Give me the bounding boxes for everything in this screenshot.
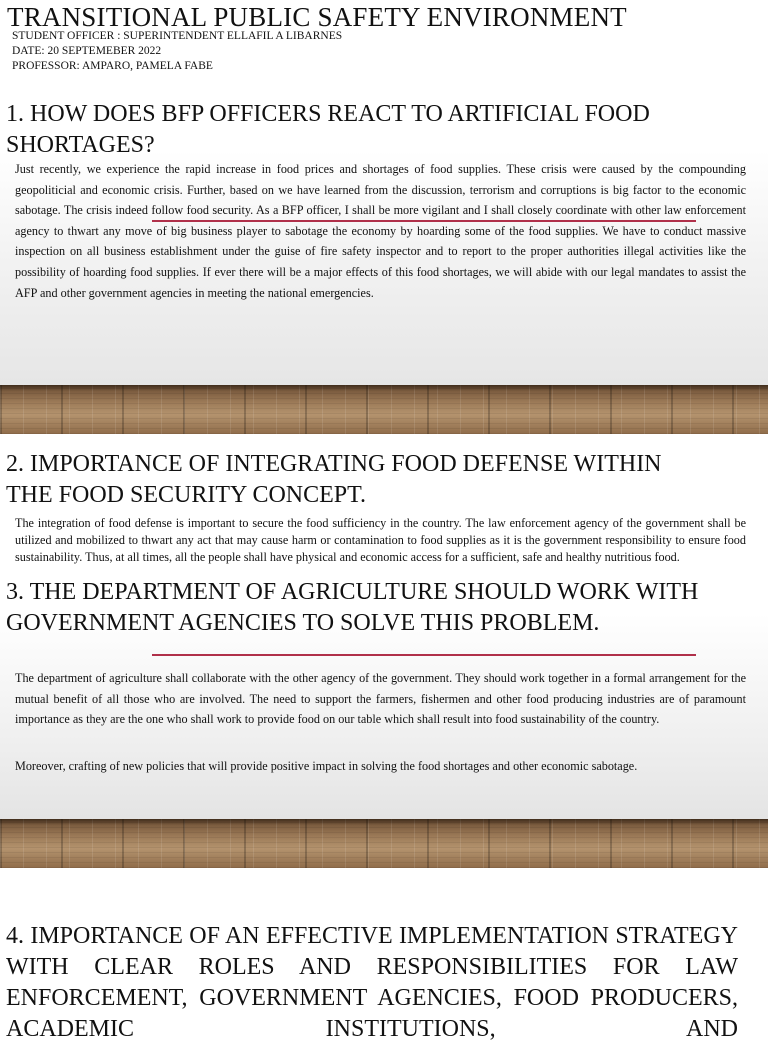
wood-floor	[0, 819, 768, 868]
slide-1	[0, 0, 768, 434]
student-officer: STUDENT OFFICER : SUPERINTENDENT ELLAFIL A LIBARNES	[12, 30, 343, 42]
accent-rule	[152, 654, 696, 656]
question-3-answer-1: The department of agriculture shall collaborate with the other agency of the government. They should work together in a formal arrangement for the mutual benefit of all those who are involved. The need to support the farmers, fishermen and other food producing industries are of paramount importance as they are the one who shall work to provide food on our table which shall result into food sustainability of the country.	[15, 671, 746, 727]
professor: PROFESSOR: AMPARO, PAMELA FABE	[12, 60, 213, 72]
wood-floor	[0, 385, 768, 434]
accent-rule	[152, 220, 696, 222]
page-title: TRANSITIONAL PUBLIC SAFETY ENVIRONMENT	[7, 2, 627, 32]
slide-meta	[12, 29, 342, 74]
question-2-heading: 2. IMPORTANCE OF INTEGRATING FOOD DEFENSE WITHIN THE FOOD SECURITY CONCEPT.	[6, 451, 662, 508]
question-1-heading: 1. HOW DOES BFP OFFICERS REACT TO ARTIFICIAL FOOD SHORTAGES?	[6, 101, 650, 158]
question-1-answer: Just recently, we experience the rapid increase in food prices and shortages of food supplies. These crisis were caused by the compounding geopoliticial and economic crisis. Further, based on we have learned from the discussion, terrorism and corruptions is big factor to the economic sabotage. The crisis indeed follow food security. As a BFP officer, I shall be more vigilant and I shall closely coordinate with other law enforcement agency to thwart any move of big business player to sabotage the economy by hoarding some of the food supplies. We have to conduct massive inspection on all business establishment under the guise of fire safety inspector and to report to the proper authorities illegal activities like the possibility of hoarding food supplies. If ever there will be a major effects of this food shortages, we will abide with our legal mandates to assist the AFP and other government agencies in meeting the national emergencies.	[15, 162, 746, 300]
slide-2	[0, 434, 768, 868]
date: DATE: 20 SEPTEMEBER 2022	[12, 45, 162, 57]
slide-3	[0, 868, 768, 1042]
question-3-answer-2: Moreover, crafting of new policies that will provide positive impact in solving the food shortages and other economic sabotage.	[15, 759, 638, 773]
question-2-answer: The integration of food defense is important to secure the food sufficiency in the country. The law enforcement agency of the government shall be utilized and mobilized to thwart any act that may cause harm or contamination to food supplies as it is the government responsibility to ensure food sustainability. Thus, at all times, all the people shall have physical and economic access for a sufficient, safe and healthy nutritious food.	[15, 516, 746, 564]
question-4-heading: 4. IMPORTANCE OF AN EFFECTIVE IMPLEMENTATION STRATEGY WITH CLEAR ROLES AND RESPONSIBILITIES FOR LAW ENFORCEMENT, GOVERNMENT AGENCIES, FOOD PRODUCERS, ACADEMIC INSTITUTIONS, AND	[6, 923, 738, 1042]
question-3-heading: 3. THE DEPARTMENT OF AGRICULTURE SHOULD WORK WITH GOVERNMENT AGENCIES TO SOLVE THIS PROBLEM.	[6, 579, 699, 636]
